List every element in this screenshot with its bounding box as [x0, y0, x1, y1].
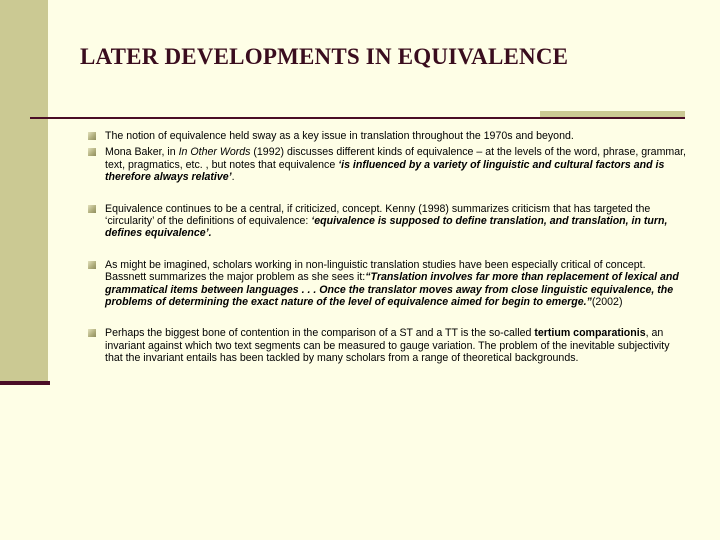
bullet-text: As might be imagined, scholars working in non-linguistic translation studies have been especially critical of concept. Bassnett summarizes the major problem as she sees it: [105, 258, 646, 284]
citation: (2002) [591, 296, 623, 309]
bullet-item-5 [88, 327, 688, 364]
bullet-item-2 [88, 146, 688, 183]
square-bullet-icon [88, 329, 96, 337]
title-divider [30, 117, 685, 119]
term: tertium comparationis [534, 327, 646, 340]
left-bar-underline [0, 381, 50, 385]
square-bullet-icon [88, 148, 96, 156]
bullet-item-3 [88, 203, 688, 240]
bullet-text: Perhaps the biggest bone of contention in the comparison of a ST and a TT is the so-called [105, 327, 535, 340]
left-accent-bar [0, 0, 48, 385]
bullet-item-1 [88, 130, 688, 142]
bullet-text: Equivalence continues to be a central, if criticized, concept. Kenny (1998) summarizes criticism that has targeted the ‘circularity’ of the definitions of equivalence: [105, 202, 651, 228]
bullet-text: Mona Baker, in [105, 146, 179, 159]
quote: ‘equivalence is supposed to define translation, and translation, in turn, defines equivalence’. [105, 215, 668, 240]
book-title: In Other Words [178, 146, 251, 159]
square-bullet-icon [88, 132, 96, 140]
bullet-item-4 [88, 259, 688, 309]
bullet-list [88, 130, 688, 365]
quote: “Translation involves far more than replacement of lexical and grammatical items between languages . . . Once the translator moves away from close linguistic equivalence, the problems of determining the exact nature of the level of equivalence aimed for begin to emerge.” [105, 271, 679, 309]
bullet-text: The notion of equivalence held sway as a key issue in translation throughout the 1970s and beyond. [105, 130, 574, 142]
square-bullet-icon [88, 205, 96, 213]
bullet-text: , an invariant against which two text segments can be measured to gauge variation. The problem of the inevitable subjectivity that the invariant entails has been tackled by many scholars from a range of theoretical backgrounds. [105, 327, 670, 365]
square-bullet-icon [88, 261, 96, 269]
bullet-text: . [231, 171, 235, 184]
slide-title: LATER DEVELOPMENTS IN EQUIVALENCE [80, 44, 569, 69]
quote: ‘is influenced by a variety of linguistic and cultural factors and is therefore always relative’ [105, 158, 665, 184]
bullet-text: (1992) discusses different kinds of equivalence – at the levels of the word, phrase, grammar, text, pragmatics, etc. , but notes that equivalence [105, 146, 686, 171]
